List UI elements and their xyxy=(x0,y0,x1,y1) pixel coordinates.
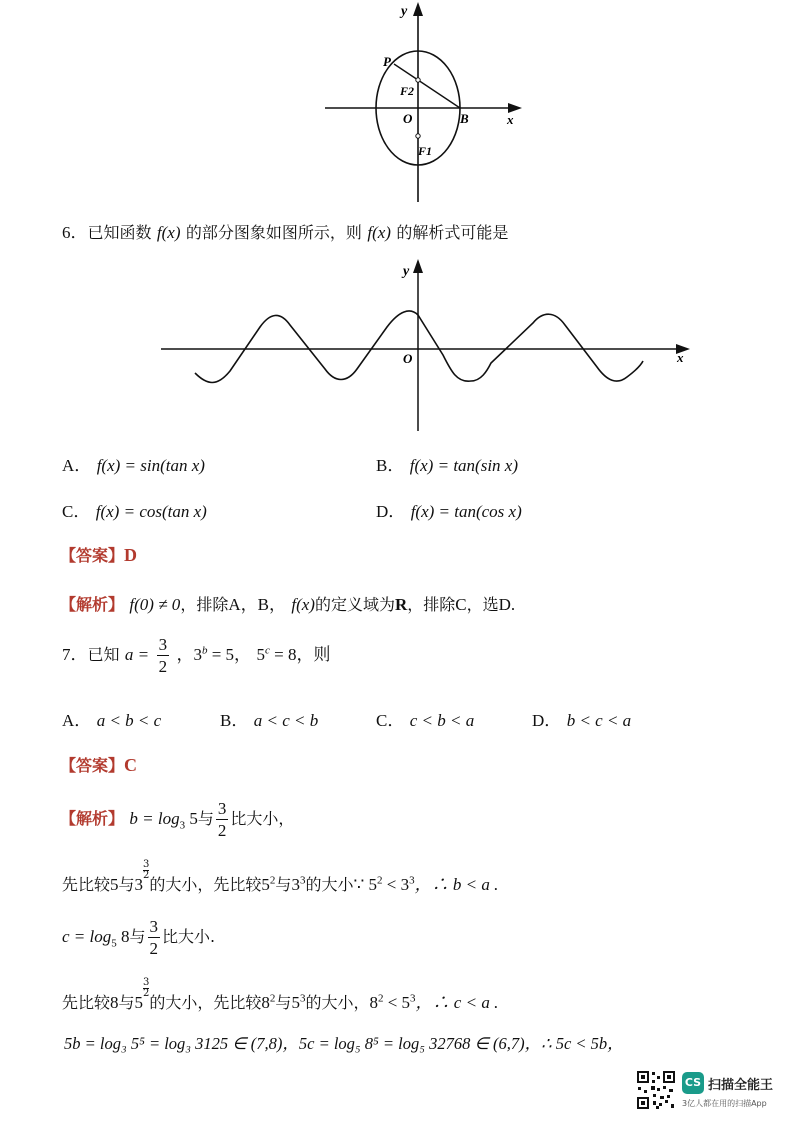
q7-analysis-line2: 先比较5与3 $\frac{3}{2}$ 的大小，先比较$5^2$与$3^3$的大小∵ $5^2 < 3^3$，∴ b < a . xyxy=(62,859,499,894)
q6-option-c: C． f(x) = cos(tan x) xyxy=(62,502,207,521)
q7-option-b: B． a < c < b xyxy=(220,711,319,730)
q6-option-a: A． f(x) = sin(tan x) xyxy=(62,456,205,475)
fig1-label-f2: F2 xyxy=(400,84,415,98)
badge-subtitle: 3亿人都在用的扫描App xyxy=(682,1099,767,1108)
graph-label-y: y xyxy=(403,264,410,279)
fig1-label-p: P xyxy=(383,54,391,69)
badge-title: 扫描全能王 xyxy=(708,1078,774,1093)
fig1-label-x: x xyxy=(507,112,514,127)
q6-option-d: D． f(x) = tan(cos x) xyxy=(376,502,522,521)
q7-option-a: A． a < b < c xyxy=(62,711,162,730)
graph-label-o: O xyxy=(403,351,413,366)
q7-frac: $\frac{3}{2}$ xyxy=(158,635,168,676)
q7-answer: 【答案】C xyxy=(60,755,138,775)
q6-option-b: B． f(x) = tan(sin x) xyxy=(376,456,518,475)
q7-stem: 7．已知 a = $\frac{3}{2}$ ，$3^b = 5$， $5^c = 8$，则 xyxy=(62,635,331,676)
fig1-label-f1: F1 xyxy=(418,144,433,158)
q6-analysis: 【解析】 f(0) ≠ 0，排除A，B， f(x)的定义域为R，排除C，选D. xyxy=(60,595,516,614)
fig1-label-b: B xyxy=(460,111,469,126)
wave-curve xyxy=(195,311,643,383)
q6-stem: 6．已知函数 f(x) 的部分图象如图所示，则 f(x) 的解析式可能是 xyxy=(62,223,509,242)
ellipse-figure xyxy=(320,0,530,205)
camscanner-badge xyxy=(634,1068,784,1112)
q7-analysis-line4: 先比较8与5 $\frac{3}{2}$ 的大小，先比较$8^2$与$5^3$的大小，$8^2 < 5^3$，∴ c < a . xyxy=(62,977,499,1012)
q7-analysis-line3: $c = \log_5 8$与 $\frac{3}{2}$ 比大小. xyxy=(62,917,216,958)
cs-logo-icon: CS xyxy=(682,1072,704,1094)
q7-option-d: D． b < c < a xyxy=(532,711,632,730)
qr-code-icon xyxy=(636,1070,676,1110)
q7-analysis-line1: 【解析】 $b = \log_3 5$与 $\frac{3}{2}$ 比大小， xyxy=(60,799,295,840)
function-graph xyxy=(155,255,700,435)
q7-analysis-line5: 5b = log₃ 5⁵ = log₃ 3125 ∈ (7,8)，5c = log₅ 8⁵ = log₅ 32768 ∈ (6,7)，∴ 5c < 5b， xyxy=(64,1034,624,1053)
q7-option-c: C． c < b < a xyxy=(376,711,475,730)
graph-label-x: x xyxy=(677,350,684,365)
q6-answer: 【答案】D xyxy=(60,545,138,565)
fig1-label-o: O xyxy=(403,111,413,126)
fig1-label-y: y xyxy=(401,4,408,19)
